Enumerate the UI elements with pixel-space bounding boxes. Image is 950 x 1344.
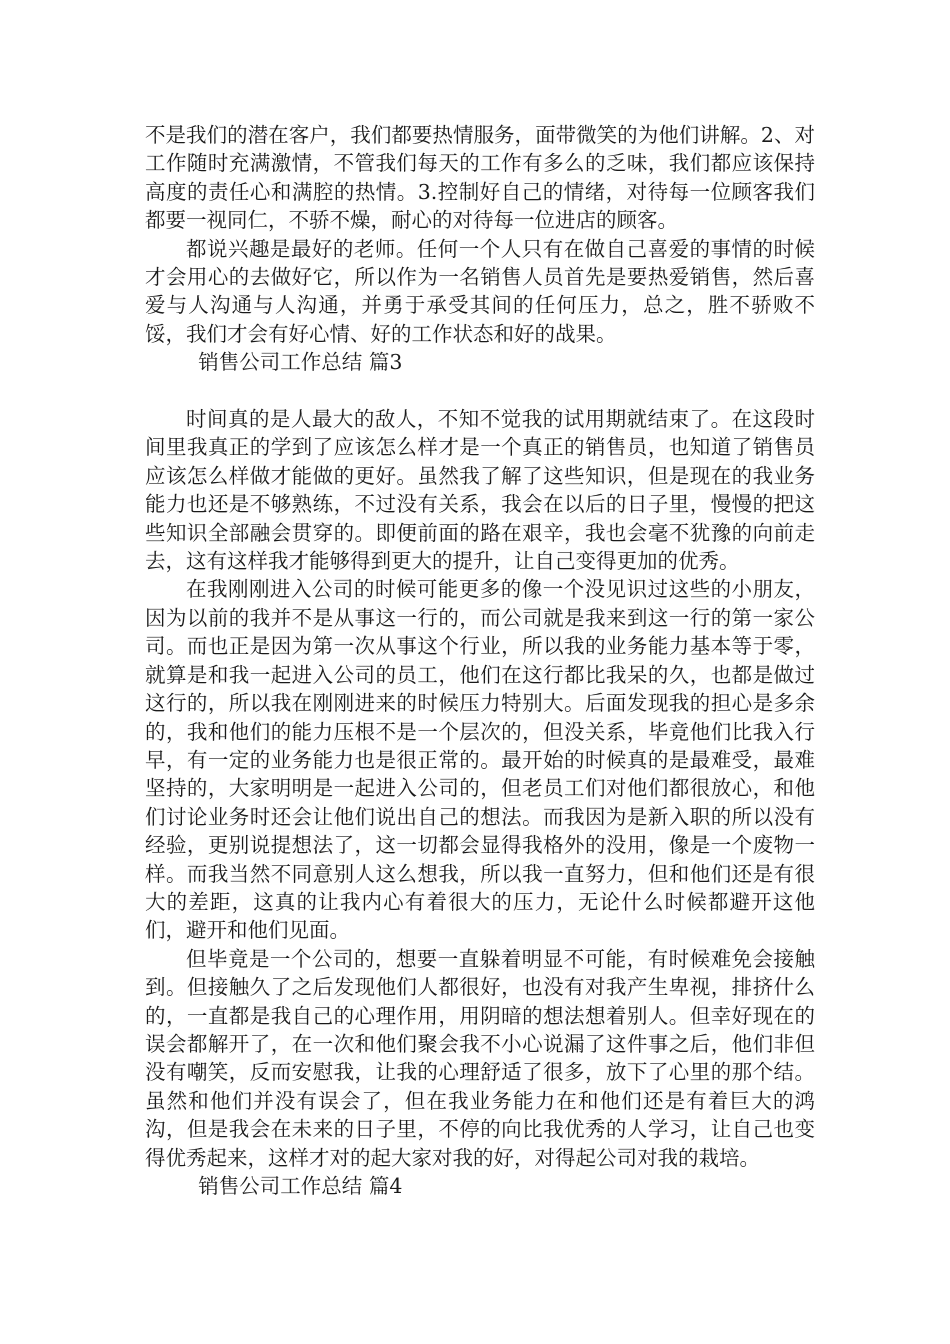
section-heading-4: 销售公司工作总结 篇4 <box>198 1174 403 1199</box>
paragraph-1: 不是我们的潜在客户，我们都要热情服务，面带微笑的为他们讲解。2、对工作随时充满激情，不管我们每天的工作有多么的乏味，我们都应该保持高度的责任心和满腔的热情。3.控制好自己的情绪，对待每一位顾客我们都要一视同仁，不骄不燥，耐心的对待每一位进店的顾客。 <box>145 123 815 233</box>
section-heading-3: 销售公司工作总结 篇3 <box>198 350 403 375</box>
paragraph-3: 时间真的是人最大的敌人，不知不觉我的试用期就结束了。在这段时间里我真正的学到了应该怎么样才是一个真正的销售员，也知道了销售员应该怎么样做才能做的更好。虽然我了解了这些知识，但是现在的我业务能力也还是不够熟练，不过没有关系，我会在以后的日子里，慢慢的把这些知识全部融会贯穿的。即便前面的路在艰辛，我也会毫不犹豫的向前走去，这有这样我才能够得到更大的提升，让自己变得更加的优秀。 <box>145 407 815 574</box>
document-page <box>145 121 815 1200</box>
blank-line <box>145 377 815 405</box>
paragraph-5: 但毕竟是一个公司的，想要一直躲着明显不可能，有时候难免会接触到。但接触久了之后发现他们人都很好，也没有对我产生卑视，排挤什么的，一直都是我自己的心理作用，用阴暗的想法想着别人。但幸好现在的误会都解开了，在一次和他们聚会我不小心说漏了这件事之后，他们非但没有嘲笑，反而安慰我，让我的心理舒适了很多，放下了心里的那个结。虽然和他们并没有误会了，但在我业务能力在和他们还是有着巨大的鸿沟，但是我会在未来的日子里，不停的向比我优秀的人学习，让自己也变得优秀起来，这样才对的起大家对我的好，对得起公司对我的栽培。 <box>145 946 815 1170</box>
paragraph-4: 在我刚刚进入公司的时候可能更多的像一个没见识过这些的小朋友，因为以前的我并不是从事这一行的，而公司就是我来到这一行的第一家公司。而也正是因为第一次从事这个行业，所以我的业务能力基本等于零，就算是和我一起进入公司的员工，他们在这行都比我呆的久，也都是做过这行的，所以我在刚刚进来的时候压力特别大。后面发现我的担心是多余的，我和他们的能力压根不是一个层次的，但没关系，毕竟他们比我入行早，有一定的业务能力也是很正常的。最开始的时候真的是最难受，最难坚持的，大家明明是一起进入公司的，但老员工们对他们都很放心，和他们讨论业务时还会让他们说出自己的想法。而我因为是新入职的所以没有经验，更别说提想法了，这一切都会显得我格外的没用，像是一个废物一样。而我当然不同意别人这么想我，所以我一直努力，但和他们还是有很大的差距，这真的让我内心有着很大的压力，无论什么时候都避开这他们，避开和他们见面。 <box>145 577 815 943</box>
paragraph-2: 都说兴趣是最好的老师。任何一个人只有在做自己喜爱的事情的时候才会用心的去做好它，所以作为一名销售人员首先是要热爱销售，然后喜爱与人沟通与人沟通，并勇于承受其间的任何压力，总之，胜不骄败不馁，我们才会有好心情、好的工作状态和好的战果。 <box>145 236 815 346</box>
